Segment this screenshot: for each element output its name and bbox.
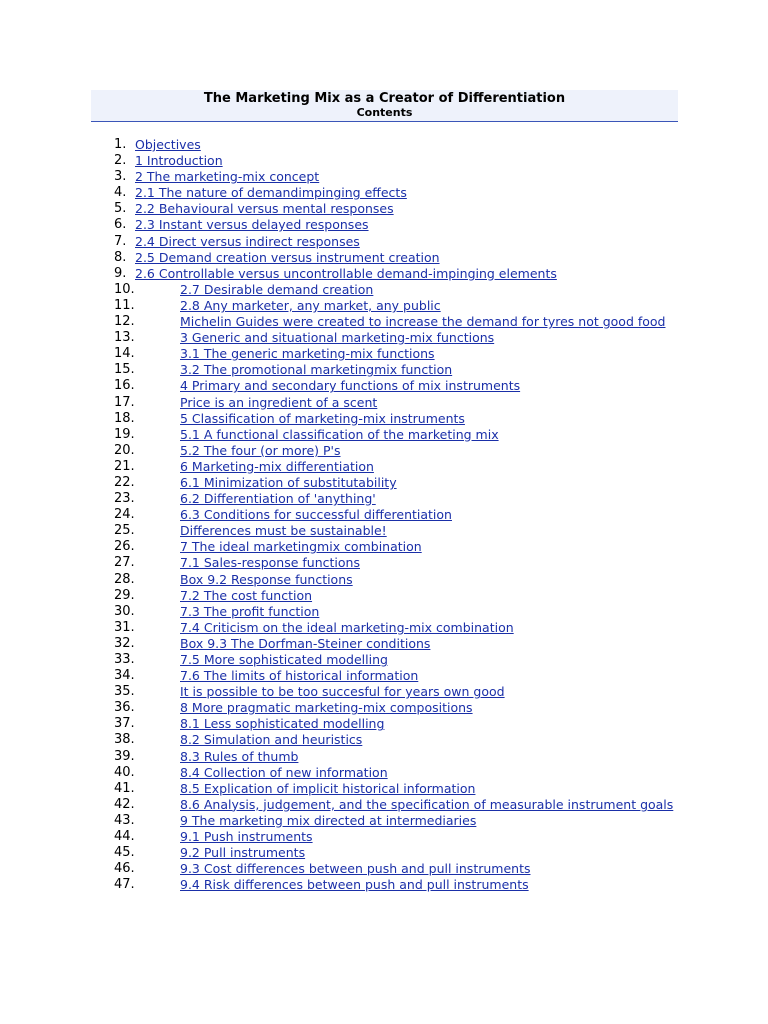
toc-item bbox=[0, 298, 768, 314]
toc-link[interactable]: 2 The marketing-mix concept bbox=[135, 169, 320, 185]
toc-number: 16. bbox=[114, 378, 135, 394]
toc-item bbox=[0, 475, 768, 491]
toc-link[interactable]: 8.5 Explication of implicit historical information bbox=[180, 780, 476, 796]
toc-link[interactable]: 9.4 Risk differences between push and pull instruments bbox=[180, 877, 529, 893]
toc-item bbox=[0, 555, 768, 571]
toc-item bbox=[0, 185, 768, 201]
toc-item bbox=[0, 732, 768, 748]
toc-number: 42. bbox=[114, 796, 135, 812]
toc-number: 29. bbox=[114, 587, 135, 603]
toc-number: 44. bbox=[114, 829, 135, 845]
toc-item bbox=[0, 266, 768, 282]
toc-item bbox=[0, 861, 768, 877]
toc-link[interactable]: Differences must be sustainable! bbox=[180, 523, 387, 539]
toc-link[interactable]: 3 Generic and situational marketing-mix functions bbox=[180, 330, 495, 346]
toc-item bbox=[0, 668, 768, 684]
toc-item bbox=[0, 250, 768, 266]
toc-number: 7. bbox=[114, 233, 127, 249]
toc-link[interactable]: 9 The marketing mix directed at intermediaries bbox=[180, 812, 477, 828]
toc-item bbox=[0, 781, 768, 797]
toc-number: 6. bbox=[114, 217, 127, 233]
toc-item bbox=[0, 234, 768, 250]
toc-number: 39. bbox=[114, 748, 135, 764]
toc-number: 32. bbox=[114, 635, 135, 651]
toc-number: 35. bbox=[114, 684, 135, 700]
toc-link[interactable]: 3.1 The generic marketing-mix functions bbox=[180, 346, 435, 362]
toc-link[interactable]: 2.2 Behavioural versus mental responses bbox=[135, 201, 394, 217]
toc-link[interactable]: 3.2 The promotional marketingmix function bbox=[180, 362, 453, 378]
toc-item bbox=[0, 217, 768, 233]
toc-item bbox=[0, 346, 768, 362]
toc-link[interactable]: 7.5 More sophisticated modelling bbox=[180, 652, 388, 667]
toc-number: 40. bbox=[114, 764, 135, 780]
toc-number: 28. bbox=[114, 571, 135, 587]
toc-link[interactable]: 8.4 Collection of new information bbox=[180, 764, 388, 780]
toc-number: 23. bbox=[114, 491, 135, 507]
toc-item bbox=[0, 137, 768, 153]
document-header bbox=[91, 90, 678, 122]
toc-item bbox=[0, 749, 768, 765]
toc-number: 43. bbox=[114, 812, 135, 828]
toc-number: 2. bbox=[114, 153, 127, 169]
toc-number: 26. bbox=[114, 539, 135, 555]
toc-number: 36. bbox=[114, 700, 135, 716]
toc-link[interactable]: 8.2 Simulation and heuristics bbox=[180, 732, 363, 748]
toc-number: 12. bbox=[114, 314, 135, 330]
toc-link[interactable]: 1 Introduction bbox=[135, 153, 223, 169]
toc-number: 33. bbox=[114, 652, 135, 667]
toc-number: 22. bbox=[114, 474, 135, 490]
toc-item bbox=[0, 716, 768, 732]
toc-number: 21. bbox=[114, 458, 135, 474]
toc-number: 25. bbox=[114, 523, 135, 539]
toc-link[interactable]: 7.2 The cost function bbox=[180, 587, 313, 603]
toc-link[interactable]: 9.1 Push instruments bbox=[180, 829, 313, 845]
toc-item bbox=[0, 829, 768, 845]
toc-link[interactable]: 6.1 Minimization of substitutability bbox=[180, 474, 397, 490]
toc-number: 34. bbox=[114, 668, 135, 684]
toc-item bbox=[0, 443, 768, 459]
toc-item bbox=[0, 813, 768, 829]
toc-link[interactable]: 2.6 Controllable versus uncontrollable demand-impinging elements bbox=[135, 265, 557, 281]
toc-item bbox=[0, 507, 768, 523]
toc-item bbox=[0, 378, 768, 394]
toc-link[interactable]: 4 Primary and secondary functions of mix instruments bbox=[180, 378, 521, 394]
toc-link[interactable]: 2.3 Instant versus delayed responses bbox=[135, 217, 369, 233]
toc-link[interactable]: 6.3 Conditions for successful differentiation bbox=[180, 507, 452, 523]
toc-number: 10. bbox=[114, 281, 135, 297]
toc-number: 4. bbox=[114, 185, 127, 201]
toc-item bbox=[0, 314, 768, 330]
toc-number: 31. bbox=[114, 619, 135, 635]
toc-item bbox=[0, 427, 768, 443]
toc-number: 1. bbox=[114, 137, 127, 152]
toc-link[interactable]: 8.6 Analysis, judgement, and the specification of measurable instrument goals bbox=[180, 796, 674, 812]
toc-number: 45. bbox=[114, 845, 135, 861]
toc-item bbox=[0, 684, 768, 700]
toc-link[interactable]: 5.1 A functional classification of the marketing mix bbox=[180, 426, 499, 442]
toc-item bbox=[0, 652, 768, 668]
toc-link[interactable]: 5 Classification of marketing-mix instruments bbox=[180, 410, 465, 426]
toc-item bbox=[0, 282, 768, 298]
toc-number: 27. bbox=[114, 555, 135, 571]
toc-link[interactable]: 8.1 Less sophisticated modelling bbox=[180, 716, 385, 732]
toc-link[interactable]: 6 Marketing-mix differentiation bbox=[180, 458, 374, 474]
toc-number: 20. bbox=[114, 442, 135, 458]
toc-item bbox=[0, 362, 768, 378]
toc-link[interactable]: Box 9.2 Response functions bbox=[180, 571, 353, 587]
toc-number: 14. bbox=[114, 346, 135, 362]
toc-item bbox=[0, 765, 768, 781]
toc-item bbox=[0, 572, 768, 588]
toc-link[interactable]: 5.2 The four (or more) P's bbox=[180, 442, 341, 458]
toc-number: 3. bbox=[114, 169, 127, 185]
toc-number: 47. bbox=[114, 877, 135, 893]
table-of-contents bbox=[0, 137, 768, 893]
toc-number: 19. bbox=[114, 426, 135, 442]
toc-item bbox=[0, 845, 768, 861]
toc-link[interactable]: Box 9.3 The Dorfman-Steiner conditions bbox=[180, 635, 431, 651]
toc-link[interactable]: 7.6 The limits of historical information bbox=[180, 668, 419, 684]
toc-item bbox=[0, 491, 768, 507]
toc-item bbox=[0, 523, 768, 539]
toc-item bbox=[0, 153, 768, 169]
toc-item bbox=[0, 604, 768, 620]
contents-heading: Contents bbox=[356, 106, 413, 119]
toc-link[interactable]: 9.3 Cost differences between push and pull instruments bbox=[180, 861, 531, 877]
toc-number: 41. bbox=[114, 780, 135, 796]
toc-link[interactable]: Price is an ingredient of a scent bbox=[180, 394, 378, 410]
toc-number: 15. bbox=[114, 362, 135, 378]
toc-number: 37. bbox=[114, 716, 135, 732]
toc-number: 30. bbox=[114, 603, 135, 619]
toc-link[interactable]: It is possible to be too succesful for years own good bbox=[180, 684, 505, 700]
document-title: The Marketing Mix as a Creator of Differentiation bbox=[203, 91, 566, 106]
toc-link[interactable]: Objectives bbox=[135, 137, 201, 152]
toc-item bbox=[0, 395, 768, 411]
toc-item bbox=[0, 169, 768, 185]
toc-number: 8. bbox=[114, 249, 127, 265]
toc-item bbox=[0, 539, 768, 555]
toc-number: 9. bbox=[114, 265, 127, 281]
toc-item bbox=[0, 877, 768, 893]
toc-link[interactable]: 7.4 Criticism on the ideal marketing-mix combination bbox=[180, 619, 514, 635]
toc-link[interactable]: 2.5 Demand creation versus instrument creation bbox=[135, 249, 440, 265]
toc-link[interactable]: Michelin Guides were created to increase the demand for tyres not good food bbox=[180, 314, 666, 330]
toc-link[interactable]: 7.1 Sales-response functions bbox=[180, 555, 360, 571]
toc-number: 11. bbox=[114, 297, 135, 313]
toc-link[interactable]: 2.4 Direct versus indirect responses bbox=[135, 233, 360, 249]
toc-number: 5. bbox=[114, 201, 127, 217]
toc-item bbox=[0, 797, 768, 813]
toc-number: 38. bbox=[114, 732, 135, 748]
toc-number: 24. bbox=[114, 507, 135, 523]
toc-number: 46. bbox=[114, 861, 135, 877]
toc-link[interactable]: 8 More pragmatic marketing-mix compositions bbox=[180, 700, 473, 716]
toc-link[interactable]: 2.8 Any marketer, any market, any public bbox=[180, 297, 441, 313]
toc-link[interactable]: 7.3 The profit function bbox=[180, 603, 320, 619]
toc-item bbox=[0, 411, 768, 427]
toc-item bbox=[0, 620, 768, 636]
toc-number: 13. bbox=[114, 330, 135, 346]
toc-item bbox=[0, 330, 768, 346]
toc-item bbox=[0, 588, 768, 604]
toc-link[interactable]: 2.1 The nature of demandimpinging effects bbox=[135, 185, 407, 201]
toc-item bbox=[0, 201, 768, 217]
toc-link[interactable]: 8.3 Rules of thumb bbox=[180, 748, 299, 764]
toc-link[interactable]: 9.2 Pull instruments bbox=[180, 845, 306, 861]
toc-number: 18. bbox=[114, 410, 135, 426]
toc-link[interactable]: 6.2 Differentiation of 'anything' bbox=[180, 491, 376, 507]
toc-link[interactable]: 7 The ideal marketingmix combination bbox=[180, 539, 422, 555]
toc-item bbox=[0, 459, 768, 475]
toc-number: 17. bbox=[114, 394, 135, 410]
toc-item bbox=[0, 700, 768, 716]
toc-item bbox=[0, 636, 768, 652]
toc-link[interactable]: 2.7 Desirable demand creation bbox=[180, 281, 374, 297]
